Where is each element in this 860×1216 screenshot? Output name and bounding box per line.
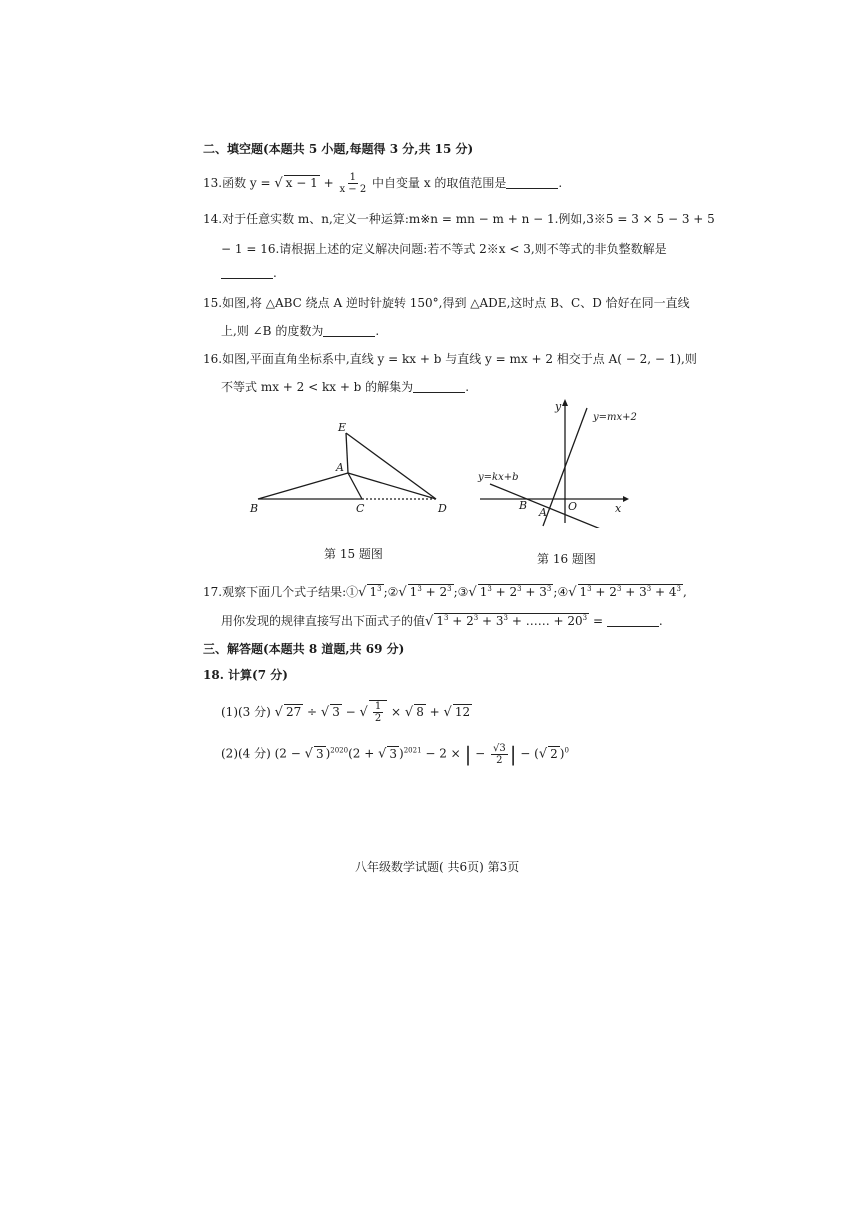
q15-answer-blank <box>323 324 375 337</box>
segment-ad <box>348 473 436 499</box>
label-e: E <box>338 421 347 434</box>
label-a: A <box>336 461 344 474</box>
question-16-line-1: 16.如图,平面直角坐标系中,直线 y = kx + b 与直线 y = mx + 2 相交于点 A( − 2, − 1),则 <box>203 352 697 366</box>
q13-fraction: $\frac{1}{x - 2}$ <box>339 172 367 195</box>
q17-answer-blank <box>607 614 659 627</box>
y-axis-arrow-icon <box>562 399 568 406</box>
question-14-line-1: 14.对于任意实数 m、n,定义一种运算:m※n = mn − m + n − 1.例如,3※5 = 3 × 5 − 3 + 5 <box>203 212 715 226</box>
question-15-line-2: 上,则 ∠B 的度数为 . <box>221 324 380 338</box>
q13-answer-blank <box>506 176 558 189</box>
question-18-part-1: (1)(3 分) √ 27 ÷ √ 3 − √ $\frac{1}{2}$ × √ 8 + √ 12 <box>221 701 471 724</box>
question-17-line-2: 用你发现的规律直接写出下面式子的值√ $1^3 + 2^3 + 3^3$ + …… + $20^3$ = . <box>221 614 663 629</box>
segment-ab <box>258 473 348 499</box>
q16-answer-blank <box>413 380 465 393</box>
label-d: D <box>438 502 447 515</box>
figure-16 <box>475 398 660 528</box>
segment-ae <box>346 433 348 473</box>
section-3-title: 三、解答题(本题共 8 道题,共 69 分) <box>203 642 405 656</box>
label-c: C <box>356 502 365 515</box>
figure-16-caption: 第 16 题图 <box>537 552 596 566</box>
label-line-mx-plus-2: y=mx+2 <box>593 412 637 423</box>
question-14-line-2: − 1 = 16.请根据上述的定义解决问题:若不等式 2※x < 3,则不等式的非负整数解是 <box>221 242 667 256</box>
question-18-title: 18. 计算(7 分) <box>203 668 288 682</box>
page-footer: 八年级数学试题( 共6页) 第3页 <box>355 860 520 874</box>
question-15-line-1: 15.如图,将 △ABC 绕点 A 逆时针旋转 150°,得到 △ADE,这时点 B、C、D 恰好在同一直线 <box>203 296 690 310</box>
label-b: B <box>519 499 528 512</box>
section-2-title: 二、填空题(本题共 5 小题,每题得 3 分,共 15 分) <box>203 142 474 156</box>
question-16-line-2: 不等式 mx + 2 < kx + b 的解集为 . <box>221 380 470 394</box>
q13-prefix: 13.函数 y = <box>203 176 275 190</box>
q14-answer-blank <box>221 266 273 279</box>
label-o: O <box>568 500 578 513</box>
x-axis-arrow-icon <box>623 496 629 502</box>
question-18-part-2: (2)(4 分) (2 − √ 3 )$^{2020}$(2 + √ 3 )$^{2021}$ − 2 × | − $\frac{√3}{2}$ | − (√ 2 )$^0$ <box>221 742 569 766</box>
label-a: A <box>539 506 547 519</box>
segment-ed <box>346 433 436 499</box>
label-x: x <box>615 502 622 515</box>
figure-15 <box>240 415 455 525</box>
label-b: B <box>250 502 259 515</box>
label-line-kx-plus-b: y=kx+b <box>478 472 519 483</box>
question-13: 13.函数 y = √ x − 1 + $\frac{1}{x - 2}$ 中自变量 x 的取值范围是 . <box>203 172 563 195</box>
label-y: y <box>555 400 562 413</box>
question-14-answer: . <box>221 266 277 280</box>
figure-15-caption: 第 15 题图 <box>324 547 383 561</box>
question-17-line-1: 17.观察下面几个式子结果:①√ $1^3$ ;②√ $1^3 + 2^3$ ;③√ $1^3 + 2^3 + 3^3$ ;④√ $1^3 + 2^3 + 3^3 + 4^3$ , <box>203 585 687 600</box>
q13-radicand: x − 1 <box>285 176 318 190</box>
